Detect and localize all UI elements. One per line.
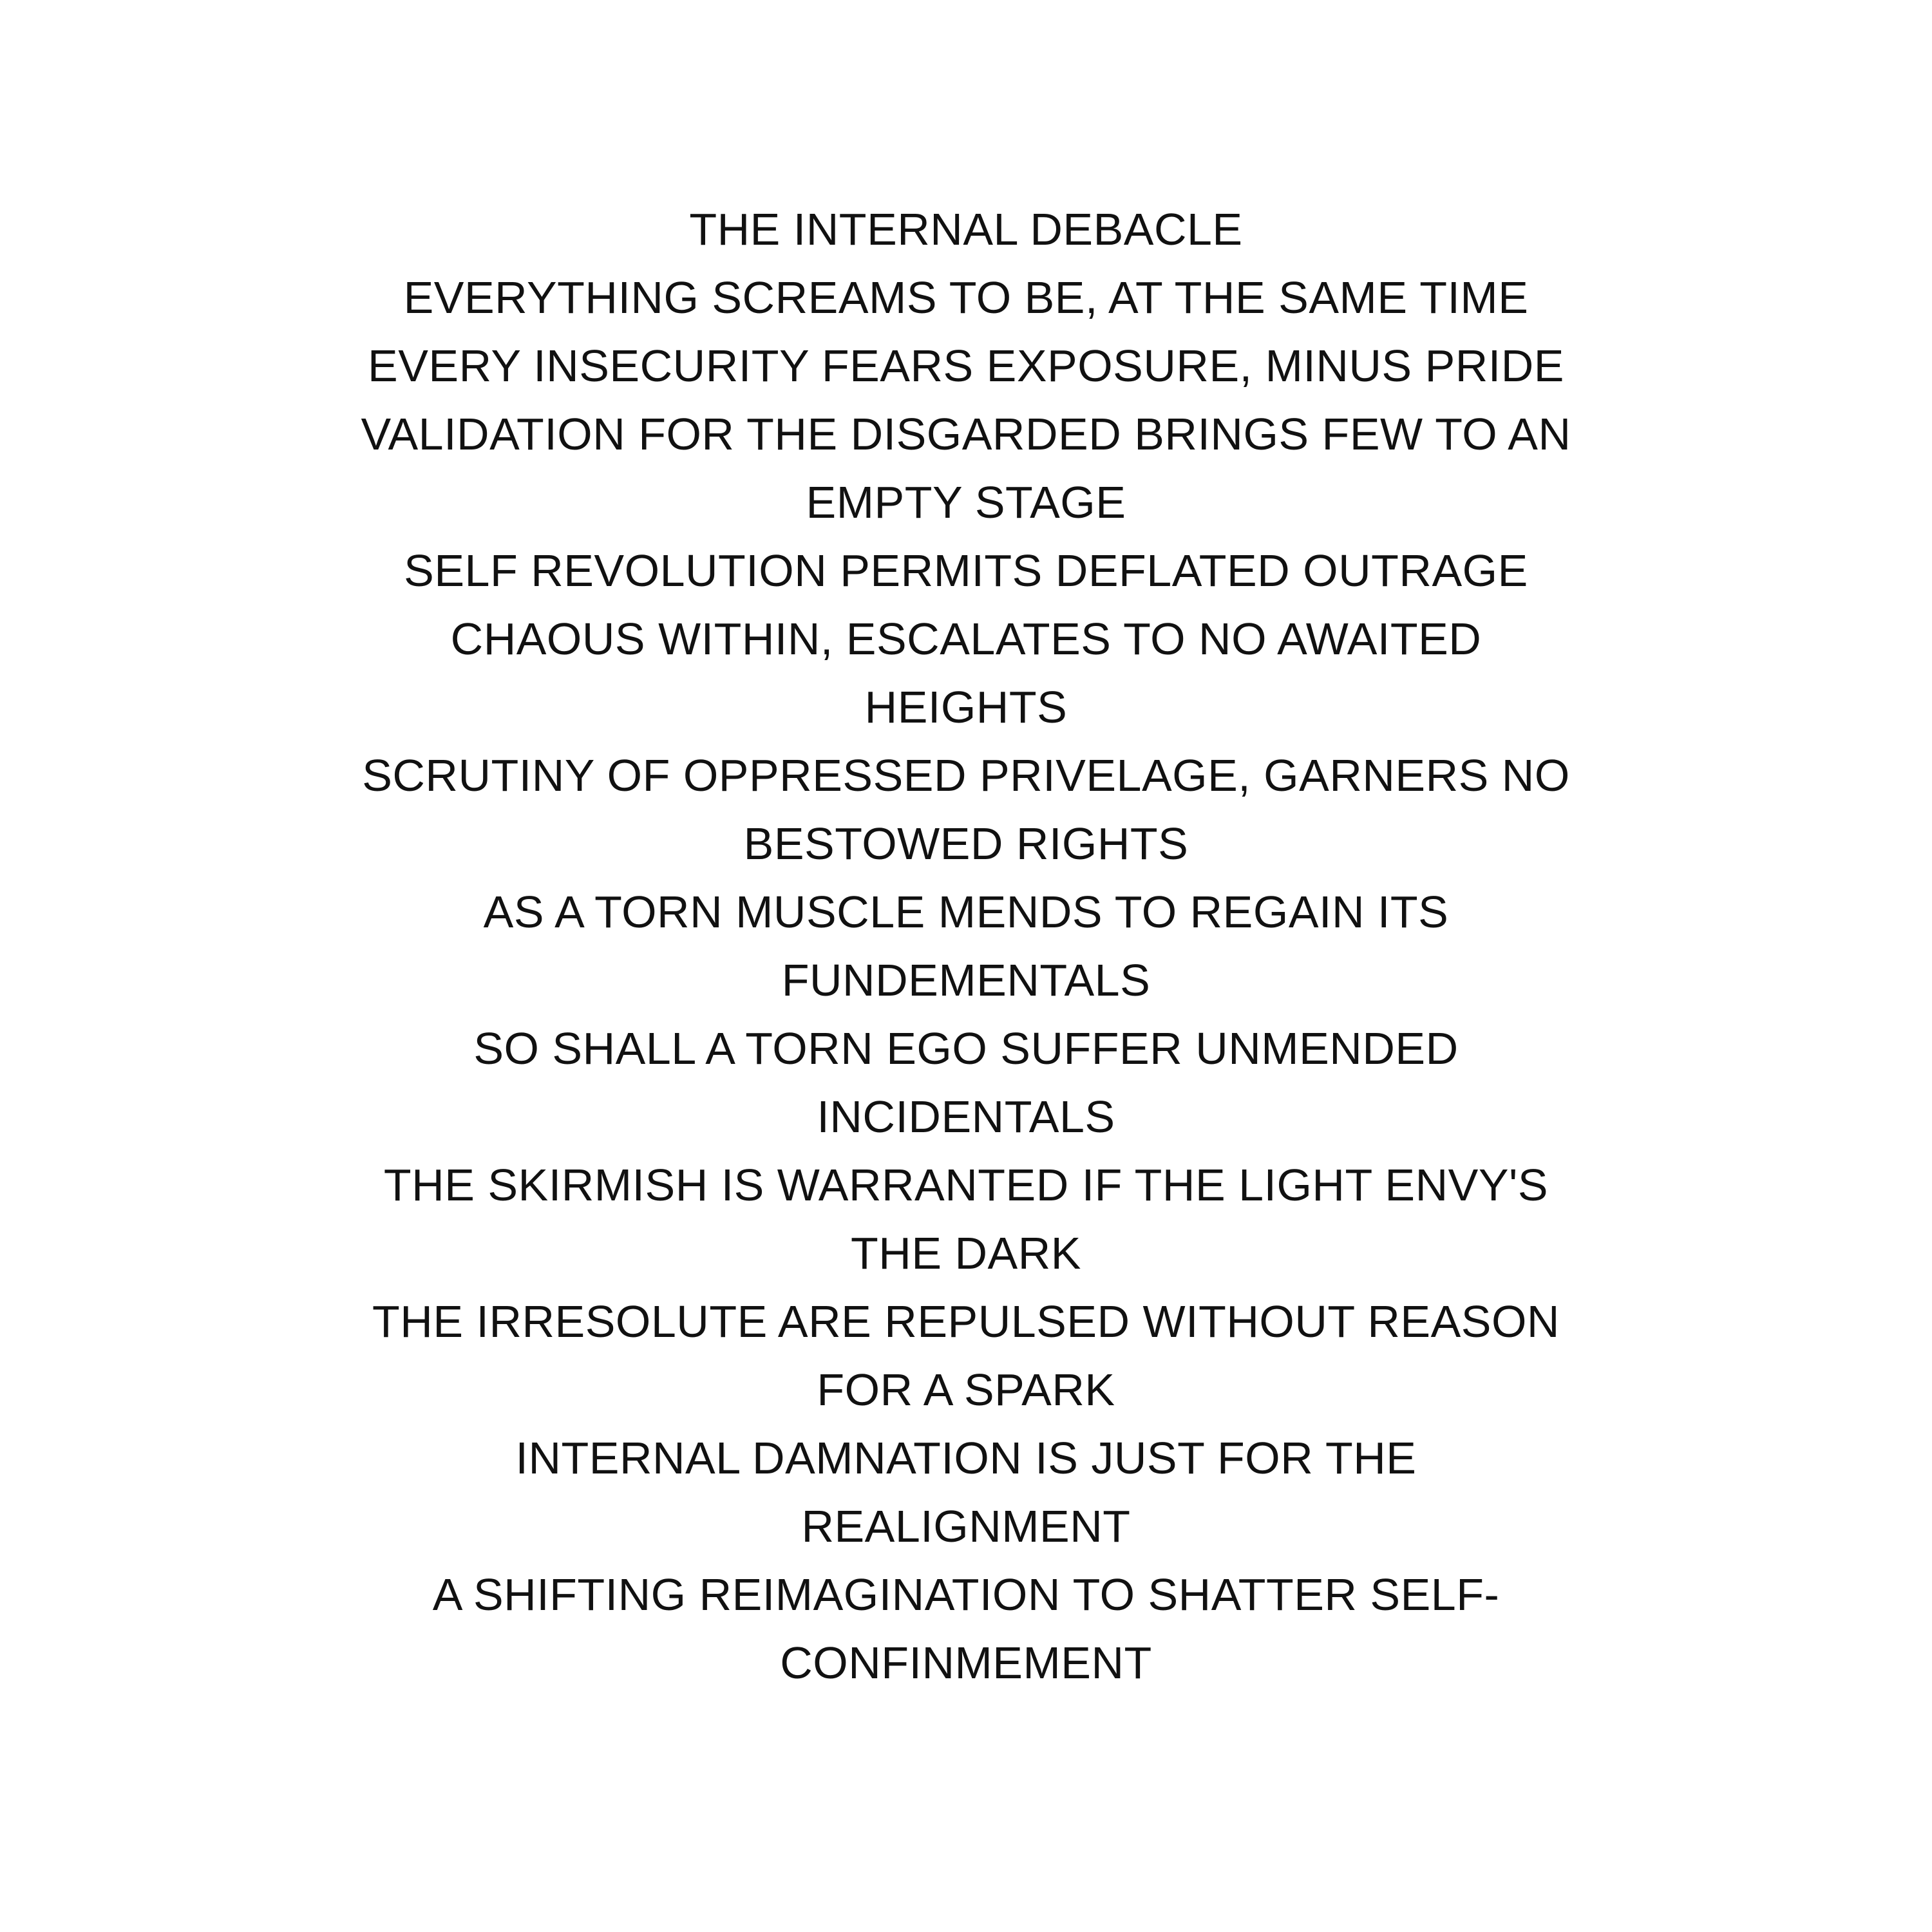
poem-title: THE INTERNAL DEBACLE [689,204,1243,254]
poem-line: EMPTY STAGE [806,477,1126,527]
poem-line: EVERYTHING SCREAMS TO BE, AT THE SAME TIME [403,272,1529,323]
poem-line: FUNDEMENTALS [781,955,1151,1005]
poem-line: SELF REVOLUTION PERMITS DEFLATED OUTRAGE [404,545,1528,596]
poem-line: AS A TORN MUSCLE MENDS TO REGAIN ITS [483,887,1449,937]
poem-line: THE SKIRMISH IS WARRANTED IF THE LIGHT ENVY'S [383,1160,1549,1210]
poem-line: EVERY INSECURITY FEARS EXPOSURE, MINUS PRIDE [368,341,1564,391]
poem-line: THE DARK [851,1228,1081,1278]
poem-line: THE IRRESOLUTE ARE REPULSED WITHOUT REASON [372,1296,1560,1347]
poem-line: INCIDENTALS [817,1092,1115,1142]
poem-line: REALIGNMENT [801,1501,1131,1551]
poem-line: FOR A SPARK [817,1365,1115,1415]
poem-line: INTERNAL DAMNATION IS JUST FOR THE [515,1433,1417,1483]
poem-line: SO SHALL A TORN EGO SUFFER UNMENDED [473,1023,1459,1074]
poem-line: VALIDATION FOR THE DISGARDED BRINGS FEW TO AN [361,409,1571,459]
poem-line: CONFINMEMENT [780,1638,1152,1688]
poem-line: BESTOWED RIGHTS [743,819,1189,869]
poem-line: A SHIFTING REIMAGINATION TO SHATTER SELF- [432,1569,1500,1620]
poem-line: CHAOUS WITHIN, ESCALATES TO NO AWAITED [450,614,1482,664]
poem-line: HEIGHTS [864,682,1068,732]
poem-line: SCRUTINY OF OPPRESSED PRIVELAGE, GARNERS NO [362,750,1570,800]
poem-text-block [309,195,1623,1697]
